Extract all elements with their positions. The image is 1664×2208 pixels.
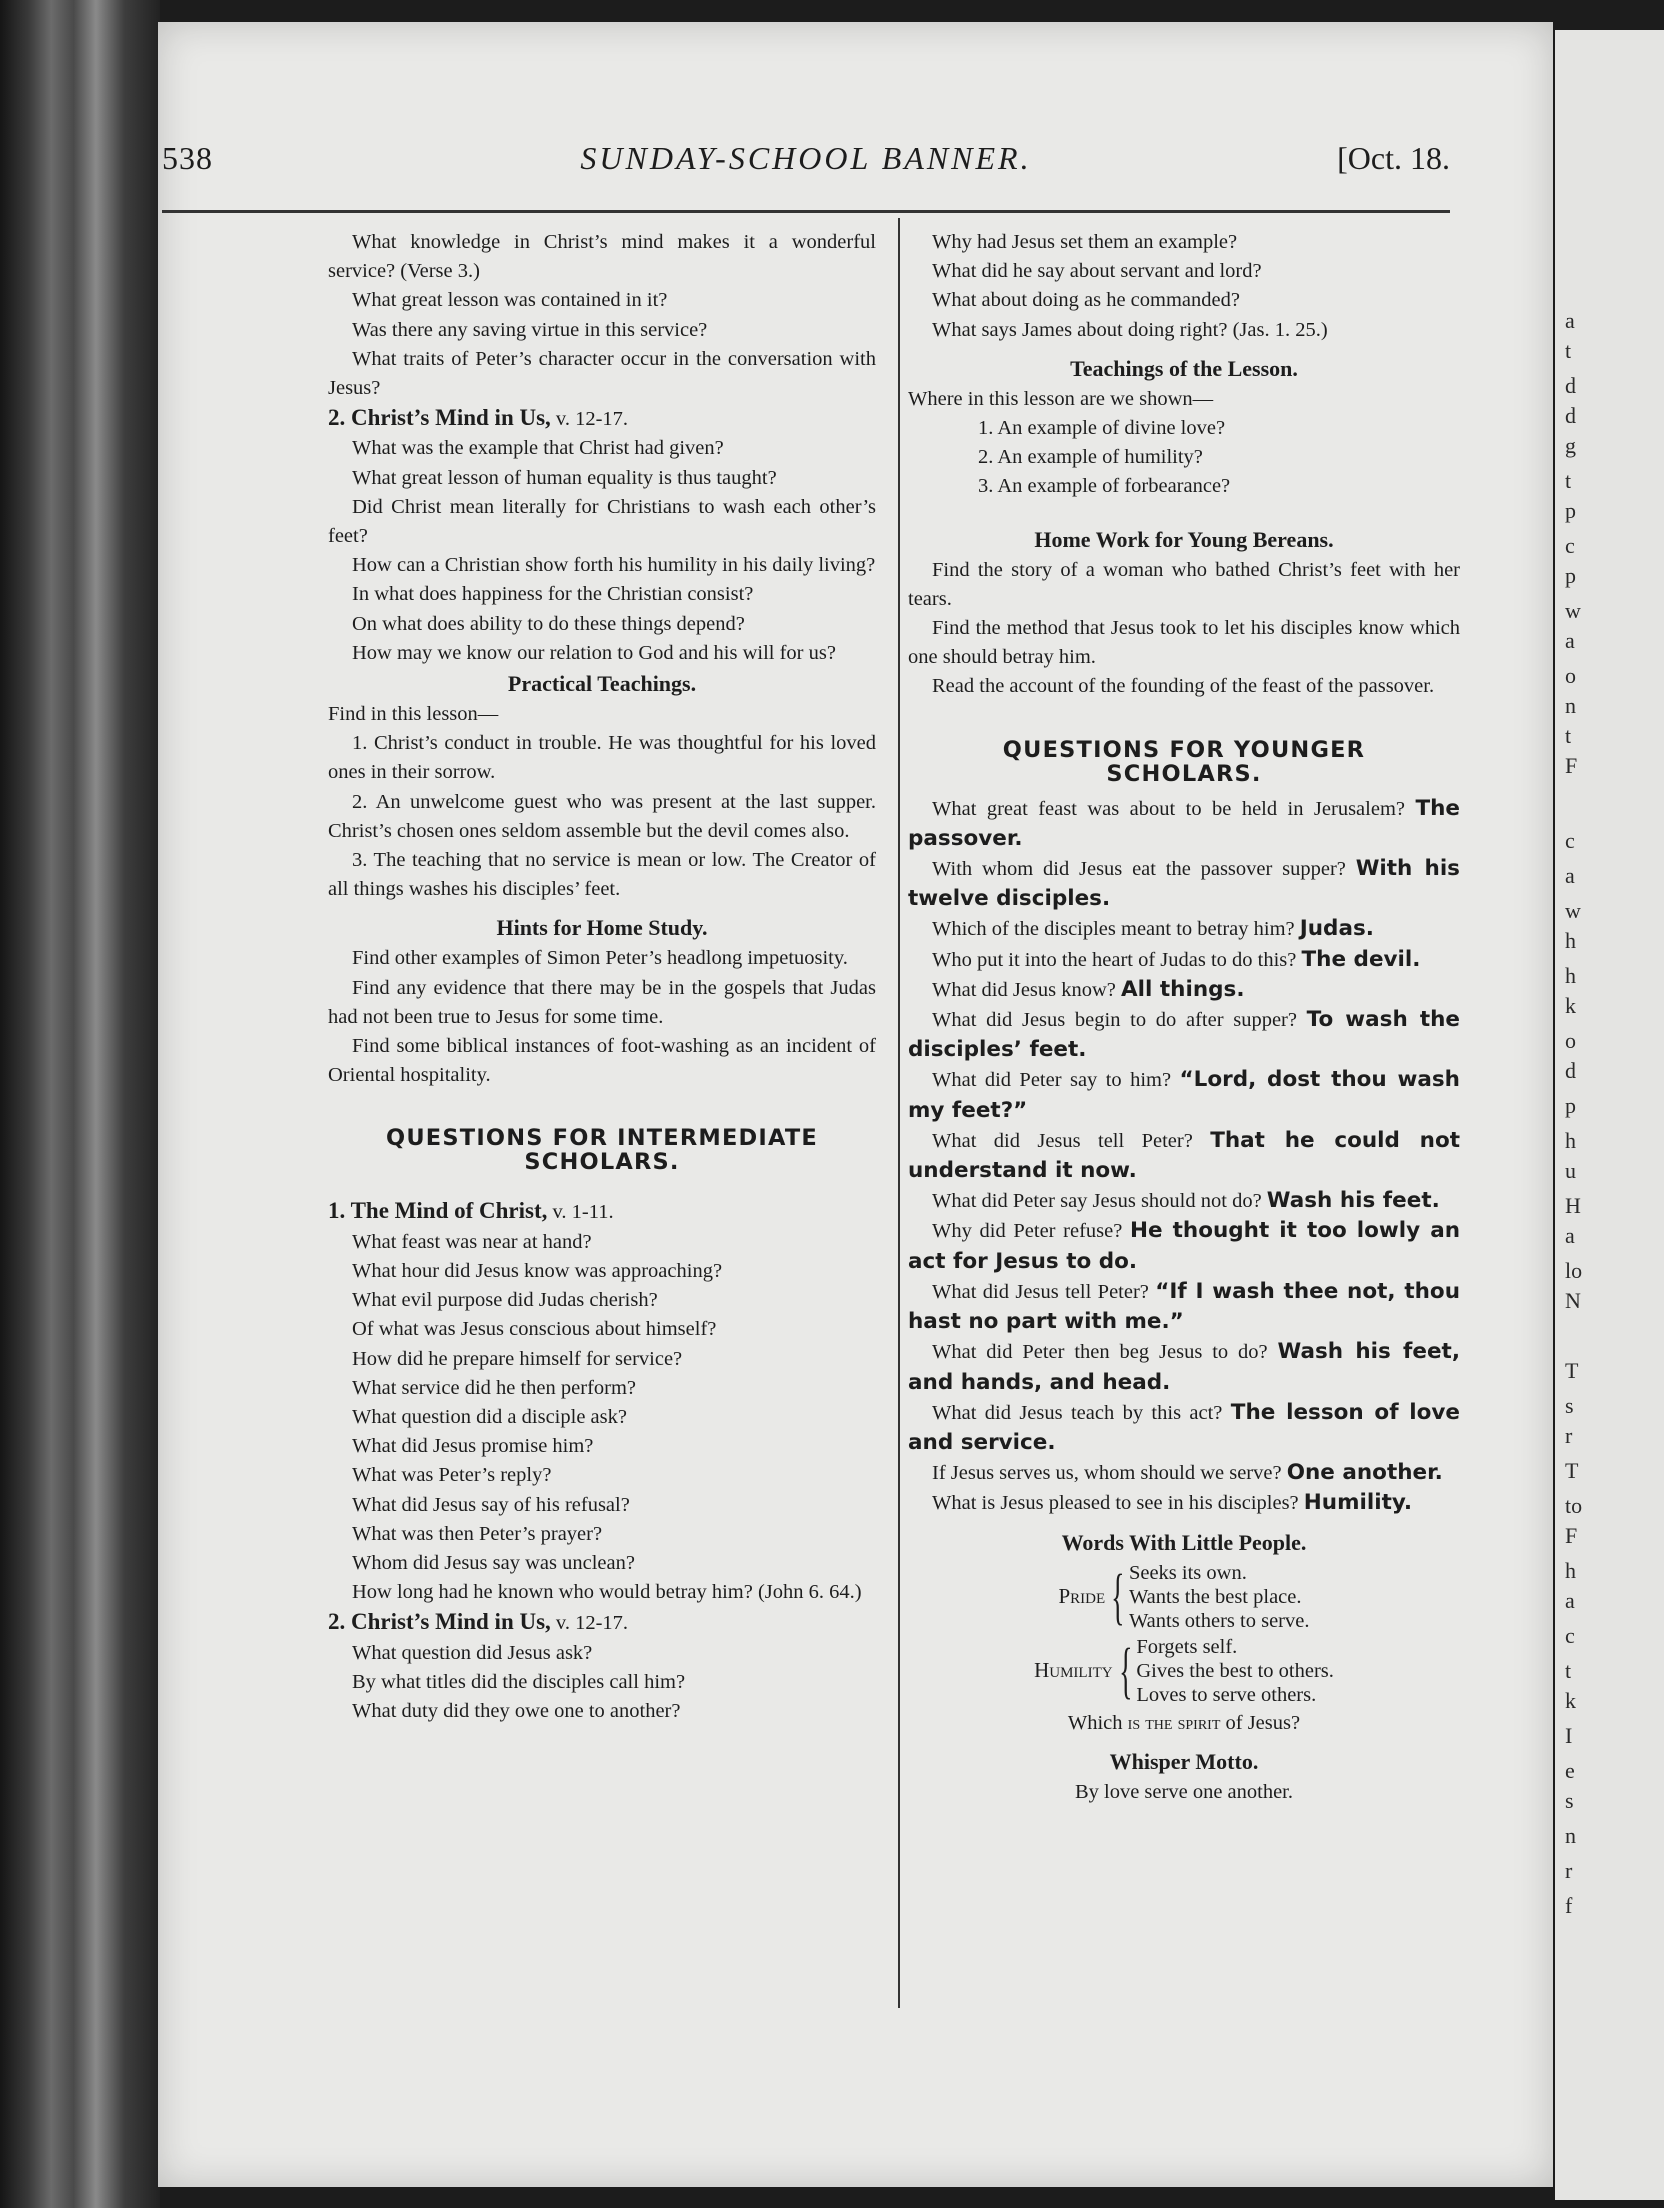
running-head	[162, 140, 1450, 200]
qa-question: If Jesus serves us, whom should we serve?	[932, 1462, 1282, 1485]
question: What great lesson was contained in it?	[352, 289, 668, 312]
question: In what does happiness for the Christian consist?	[352, 583, 754, 606]
qa-answer: Wash his feet.	[1266, 1188, 1440, 1214]
brace-icon: {	[1118, 1636, 1133, 1705]
question: How can a Christian show forth his humility in his daily living?	[352, 554, 876, 577]
adjacent-page-fragment: s	[1565, 1788, 1574, 1813]
qa-answer: One another.	[1286, 1460, 1443, 1486]
qa-question: What did Jesus tell Peter?	[932, 1280, 1149, 1303]
qa-item	[908, 1216, 1460, 1276]
qa-item	[908, 1126, 1460, 1186]
paragraph: Read the account of the founding of the feast of the passover.	[932, 675, 1435, 698]
qa-question: Why did Peter refuse?	[932, 1220, 1123, 1243]
adjacent-page-fragment: d	[1565, 1058, 1576, 1083]
section-heading	[328, 403, 876, 434]
adjacent-page-fragment: w	[1565, 598, 1581, 623]
section-ref: v. 12-17.	[550, 408, 629, 431]
adjacent-page-fragment: e	[1565, 1758, 1575, 1783]
qa-question: Which of the disciples meant to betray him?	[932, 918, 1295, 941]
adjacent-page-fragment: s	[1565, 1393, 1574, 1418]
qa-answer: The lesson of love and service.	[908, 1399, 1461, 1455]
qa-question: What is Jesus pleased to see in his disciples?	[932, 1492, 1299, 1515]
adjacent-page-fragment: u	[1565, 1158, 1576, 1183]
question: On what does ability to do these things depend?	[352, 612, 745, 635]
brace-icon: {	[1111, 1562, 1125, 1631]
paragraph: Find some biblical instances of foot-washing as an incident of Oriental hospitality.	[328, 1035, 876, 1087]
adjacent-page-fragment: c	[1565, 533, 1575, 558]
question: What question did Jesus ask?	[352, 1641, 593, 1664]
right-column	[908, 228, 1460, 1807]
question: What did he say about servant and lord?	[932, 260, 1262, 283]
adjacent-page-fragment: r	[1565, 1858, 1573, 1883]
header-rule	[162, 210, 1450, 213]
adjacent-page-fragment: to	[1565, 1493, 1583, 1518]
qa-item	[908, 1005, 1460, 1065]
adjacent-page-fragment: c	[1565, 828, 1575, 853]
qa-answer: The passover.	[908, 795, 1460, 851]
question: How may we know our relation to God and his will for us?	[352, 641, 836, 664]
adjacent-page-fragment: t	[1565, 468, 1572, 493]
qa-item	[908, 1488, 1460, 1518]
question: What great lesson of human equality is thus taught?	[352, 466, 777, 489]
journal-title: SUNDAY-SCHOOL BANNER.	[580, 140, 1032, 176]
adjacent-page-fragment: p	[1565, 1093, 1576, 1118]
humility-group	[908, 1635, 1460, 1707]
list-item: 3. The teaching that no service is mean or low. The Creator of all things washes his disciples’ feet.	[328, 849, 876, 901]
question: What about doing as he commanded?	[932, 289, 1240, 312]
section-title: 2. Christ’s Mind in Us,	[328, 1609, 551, 1635]
question: What was Peter’s reply?	[352, 1464, 552, 1487]
column-rule	[898, 218, 900, 2008]
brace-line: Loves to serve others.	[1136, 1683, 1317, 1706]
brace-lines	[1136, 1635, 1334, 1707]
question: Of what was Jesus conscious about himself?	[352, 1318, 717, 1341]
closing-text: Which	[1067, 1711, 1128, 1734]
question: What service did he then perform?	[352, 1376, 637, 1399]
list-item: 2. An unwelcome guest who was present at the last supper. Christ’s chosen ones seldom assemble but the devil comes also.	[328, 790, 876, 842]
section-banner	[908, 738, 1460, 786]
qa-item	[908, 1186, 1460, 1216]
adjacent-page-fragment: a	[1565, 308, 1575, 333]
closing-text: is the spirit	[1127, 1711, 1221, 1734]
adjacent-page-fragment: g	[1565, 433, 1576, 458]
adjacent-page-fragment: h	[1565, 928, 1576, 953]
adjacent-page-fragment: t	[1565, 1658, 1572, 1683]
paragraph: Find the story of a woman who bathed Christ’s feet with her tears.	[908, 558, 1460, 610]
question: What feast was near at hand?	[352, 1230, 592, 1253]
banner-line: SCHOLARS.	[524, 1149, 680, 1176]
question: What did Jesus say of his refusal?	[352, 1493, 630, 1516]
qa-question: Who put it into the heart of Judas to do this?	[932, 948, 1297, 971]
qa-question: What did Jesus know?	[932, 978, 1116, 1001]
paragraph: Find the method that Jesus took to let his disciples know which one should betray him.	[908, 617, 1460, 669]
subheading: Practical Teachings.	[507, 671, 697, 697]
issue-date: [Oct. 18.	[1337, 140, 1450, 176]
subheading: Words With Little People.	[1061, 1529, 1307, 1555]
qa-item	[908, 854, 1460, 914]
adjacent-page-fragment: n	[1565, 1823, 1576, 1848]
section-ref: v. 1-11.	[547, 1201, 614, 1224]
adjacent-page-fragment: c	[1565, 1623, 1575, 1648]
question: What says James about doing right? (Jas. 1. 25.)	[932, 318, 1328, 341]
question: What did Jesus promise him?	[352, 1435, 594, 1458]
section-heading	[328, 1196, 876, 1227]
qa-answer: Humility.	[1303, 1490, 1413, 1516]
qa-answer: “Lord, dost thou wash my feet?”	[908, 1067, 1460, 1123]
left-column	[328, 228, 876, 1726]
motto-text: By love serve one another.	[1074, 1780, 1294, 1803]
question: What was the example that Christ had given?	[352, 437, 724, 460]
banner-line: QUESTIONS FOR YOUNGER	[1002, 736, 1366, 763]
list-item: 1. Christ’s conduct in trouble. He was thoughtful for his loved ones in their sorrow.	[328, 732, 876, 784]
qa-question: What did Peter say to him?	[932, 1069, 1172, 1092]
qa-answer: To wash the disciples’ feet.	[908, 1007, 1460, 1063]
paragraph: Find other examples of Simon Peter’s headlong impetuosity.	[352, 947, 848, 970]
question: What traits of Peter’s character occur in the conversation with Jesus?	[328, 347, 876, 400]
adjacent-page-fragment: p	[1565, 498, 1576, 523]
qa-question: What did Peter say Jesus should not do?	[932, 1190, 1262, 1213]
question: Why had Jesus set them an example?	[932, 231, 1238, 253]
adjacent-page-fragment: k	[1565, 1688, 1576, 1713]
qa-item	[908, 1065, 1460, 1125]
qa-item	[908, 1398, 1460, 1458]
qa-question: What did Jesus begin to do after supper?	[932, 1009, 1297, 1032]
question: What was then Peter’s prayer?	[352, 1522, 603, 1545]
brace-label: Pride	[1058, 1583, 1106, 1608]
list-item: 1. An example of divine love?	[978, 417, 1226, 440]
question: How long had he known who would betray him? (John 6. 64.)	[352, 1581, 862, 1604]
question: What duty did they owe one to another?	[352, 1699, 681, 1722]
brace-line: Forgets self.	[1136, 1635, 1238, 1658]
lead-text: Find in this lesson—	[328, 703, 499, 726]
adjacent-page-fragment: r	[1565, 1423, 1573, 1448]
qa-answer: Judas.	[1299, 916, 1374, 942]
question: How did he prepare himself for service?	[352, 1347, 683, 1370]
pride-group	[908, 1561, 1460, 1633]
qa-answer: He thought it too lowly an act for Jesus to do.	[908, 1218, 1461, 1274]
subheading: Home Work for Young Bereans.	[1034, 526, 1334, 552]
adjacent-page-fragment: a	[1565, 1588, 1575, 1613]
section-title: 2. Christ’s Mind in Us,	[328, 405, 551, 431]
qa-answer: Wash his feet, and hands, and head.	[908, 1339, 1461, 1395]
qa-question: What did Peter then beg Jesus to do?	[932, 1341, 1268, 1364]
adjacent-page-fragment: w	[1565, 898, 1581, 923]
list-item: 3. An example of forbearance?	[978, 475, 1231, 498]
qa-question: With whom did Jesus eat the passover supper?	[932, 858, 1346, 881]
paragraph: Find any evidence that there may be in the gospels that Judas had not been true to Jesus for some time.	[328, 976, 876, 1028]
page-number: 538	[162, 140, 213, 176]
adjacent-page-fragment: N	[1565, 1288, 1581, 1313]
adjacent-page-fragment: lo	[1565, 1258, 1583, 1283]
qa-answer: The devil.	[1301, 946, 1421, 972]
adjacent-page-fragment: a	[1565, 1223, 1575, 1248]
closing-text: of Jesus?	[1220, 1711, 1301, 1734]
question: Whom did Jesus say was unclean?	[352, 1551, 635, 1574]
adjacent-page-fragment: k	[1565, 993, 1576, 1018]
adjacent-page-fragment: o	[1565, 663, 1576, 688]
qa-list	[908, 794, 1460, 1519]
adjacent-page-fragment: T	[1565, 1358, 1579, 1383]
adjacent-page-fragment: a	[1565, 628, 1575, 653]
qa-item	[908, 945, 1460, 975]
banner-line: QUESTIONS FOR INTERMEDIATE	[386, 1125, 818, 1152]
subheading: Whisper Motto.	[1109, 1748, 1259, 1774]
qa-item	[908, 794, 1460, 854]
question: What question did a disciple ask?	[352, 1405, 627, 1428]
qa-item	[908, 914, 1460, 944]
question: What hour did Jesus know was approaching?	[352, 1259, 723, 1282]
brace-line: Seeks its own.	[1128, 1561, 1247, 1584]
qa-item	[908, 975, 1460, 1005]
section-heading	[328, 1607, 876, 1638]
adjacent-page-fragment: t	[1565, 338, 1572, 363]
qa-answer: “If I wash thee not, thou hast no part with me.”	[908, 1278, 1460, 1335]
brace-label: Humility	[1034, 1657, 1113, 1682]
qa-question: What did Jesus tell Peter?	[932, 1129, 1193, 1152]
adjacent-page-fragment: T	[1565, 1458, 1579, 1483]
book-binding	[0, 0, 160, 2208]
adjacent-page-fragment: f	[1565, 1893, 1573, 1918]
adjacent-page-fragment: h	[1565, 1558, 1576, 1583]
list-item: 2. An example of humility?	[978, 446, 1203, 469]
adjacent-page-edge	[1555, 30, 1664, 2200]
adjacent-page-fragment: I	[1565, 1723, 1573, 1748]
adjacent-page-fragment: h	[1565, 1128, 1576, 1153]
qa-item	[908, 1277, 1460, 1337]
question: What knowledge in Christ’s mind makes it a wonderful service? (Verse 3.)	[328, 231, 876, 283]
adjacent-page-fragment: h	[1565, 963, 1576, 988]
subheading: Teachings of the Lesson.	[1070, 355, 1298, 381]
question: By what titles did the disciples call him?	[352, 1670, 686, 1693]
qa-answer: That he could not understand it now.	[908, 1127, 1461, 1184]
brace-line: Wants others to serve.	[1128, 1609, 1310, 1632]
adjacent-page-fragment: F	[1565, 1523, 1578, 1548]
adjacent-page-fragment: F	[1565, 753, 1578, 778]
adjacent-page-fragment: d	[1565, 403, 1576, 428]
subheading: Hints for Home Study.	[496, 915, 708, 941]
qa-item	[908, 1458, 1460, 1488]
adjacent-page-fragment: o	[1565, 1028, 1576, 1053]
adjacent-page-fragment: H	[1565, 1193, 1581, 1218]
qa-question: What did Jesus teach by this act?	[932, 1401, 1223, 1424]
adjacent-page-fragment: n	[1565, 693, 1576, 718]
adjacent-page-fragment: a	[1565, 863, 1575, 888]
qa-answer: With his twelve disciples.	[908, 856, 1460, 912]
question: What evil purpose did Judas cherish?	[352, 1289, 658, 1312]
section-banner	[328, 1126, 876, 1174]
lead-text: Where in this lesson are we shown—	[908, 387, 1214, 410]
closing-line	[908, 1709, 1460, 1738]
qa-question: What great feast was about to be held in Jerusalem?	[932, 797, 1405, 820]
adjacent-page-fragment: d	[1565, 373, 1576, 398]
brace-line: Wants the best place.	[1128, 1585, 1302, 1608]
brace-lines	[1129, 1561, 1310, 1633]
banner-line: SCHOLARS.	[1106, 760, 1262, 787]
brace-line: Gives the best to others.	[1136, 1659, 1334, 1682]
qa-item	[908, 1337, 1460, 1397]
qa-answer: All things.	[1121, 976, 1245, 1002]
question: Was there any saving virtue in this service?	[352, 318, 708, 341]
adjacent-page-fragment: p	[1565, 563, 1576, 588]
adjacent-page-fragment: t	[1565, 723, 1572, 748]
section-ref: v. 12-17.	[550, 1612, 629, 1635]
question: Did Christ mean literally for Christians to wash each other’s feet?	[328, 495, 876, 548]
section-title: 1. The Mind of Christ,	[328, 1198, 548, 1224]
